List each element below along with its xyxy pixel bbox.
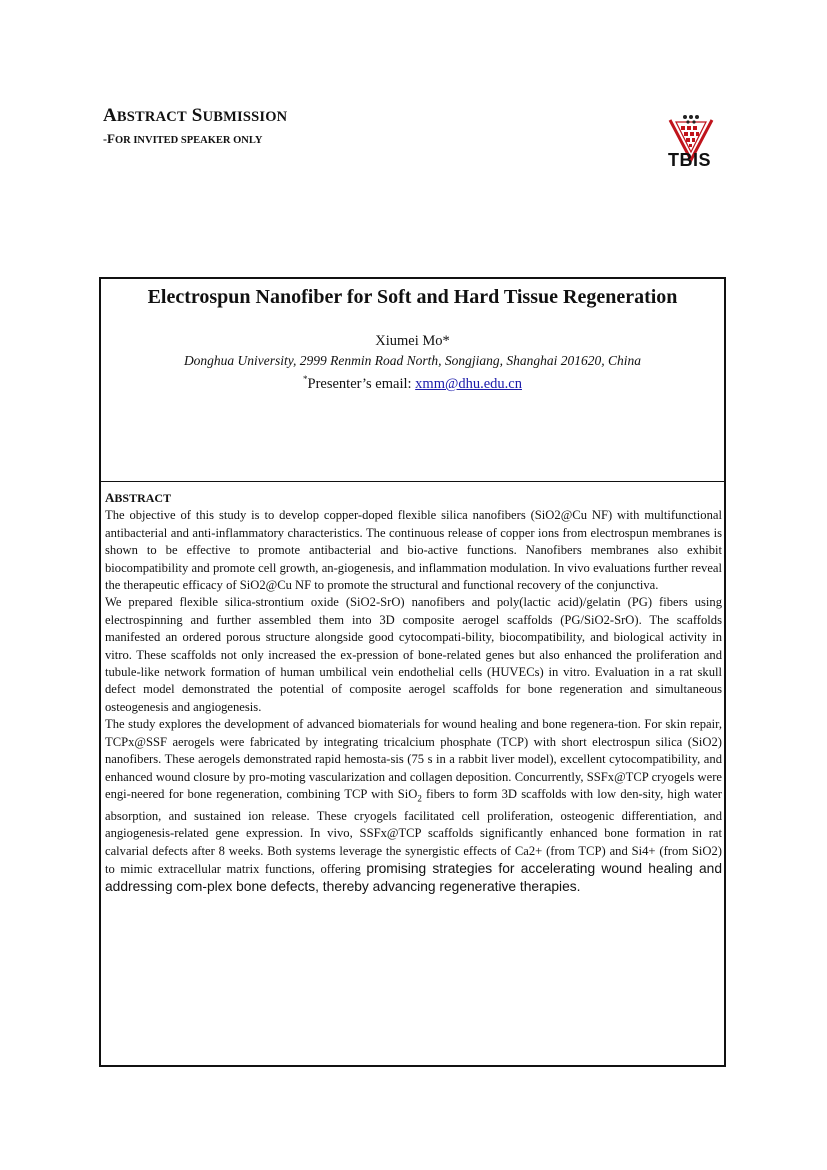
invited-speaker-subtitle: -FOR INVITED SPEAKER ONLY: [103, 131, 263, 146]
paper-title: Electrospun Nanofiber for Soft and Hard Tissue Regeneration: [147, 286, 678, 308]
email-link[interactable]: xmm@dhu.edu.cn: [415, 375, 522, 392]
abstract-submission-title: ABSTRACT SUBMISSION: [103, 105, 288, 126]
abstract-frame: [99, 277, 726, 1067]
author-name: Xiumei Mo*: [375, 333, 450, 349]
abstract-paragraph-3: The study explores the development of advanced biomaterials for wound healing and bone regenera-tion. For skin repair, TCPx@SSF aerogels were fabricated by integrating tricalcium phosphate (TCP) with short electrospun silica (SiO2) nanofibers. These aerogels demonstrated rapid hemosta-sis (75 s in a rabbit liver model), excellent cytocompatibility, and enhanced wound closure by pro-moting vascularization and collagen deposition. Concurrently, SSFx@TCP cryogels were engi-neered for bone regeneration, combining TCP with SiO$_2$ fibers to form 3D scaffolds with low den-sity, high water absorption, and sustained ion release. These cryogels facilitated cell proliferation, osteogenic differentiation, and angiogenesis-related gene expression. In vivo, SSFx@TCP scaffolds significantly enhanced bone formation in rat calvarial defects after 8 weeks. Both systems leverage the synergistic effects of Ca2+ (from TCP) and Si4+ (from SiO2) to mimic extracellular matrix functions, offering promising strategies for accelerating wound healing and addressing com-plex bone defects, thereby advancing regenerative therapies.: [105, 717, 722, 895]
abstract-body: [105, 489, 722, 897]
abstract-heading: ABSTRACT: [105, 490, 172, 505]
abstract-paragraph-2: We prepared flexible silica-strontium oxide (SiO2-SrO) nanofibers and poly(lactic acid)/gelatin (PG) fibers using electrospinning and further assembled them into 3D composite aerogel scaffolds (PG/SiO2-SrO). The scaffolds manifested an ordered porous structure alongside good cytocompati-bility, biocompatibility, and biological activity in vitro. These scaffolds not only increased the ex-pression of bone-related genes but also enhanced the proliferation and tubule-like network formation of human umbilical vein endothelial cells (HUVECs) in vitro. Evaluation in a rat skull defect model demonstrated the potential of composite aerogel scaffolds for bone regeneration and simultaneous osteogenesis and angiogenesis.: [105, 595, 722, 714]
affiliation: Donghua University, 2999 Renmin Road North, Songjiang, Shanghai 201620, China: [183, 353, 642, 368]
title-cell: [101, 279, 724, 482]
document-header: [103, 104, 287, 147]
abstract-paragraph-1: The objective of this study is to develop copper-doped flexible silica nanofibers (SiO2@Cu NF) with multifunctional antibacterial and anti-inflammatory characteristics. The continuous release of copper ions from electrospun membranes is shown to be effective to promote antibacterial and bio-active functions. Nanofibers membranes also exhibit biocompatibility and promote cell growth, an-giogenesis, and inflammation modulation. In vivo evaluations further reveal the therapeutic efficacy of SiO2@Cu NF to promote the structural and functional recovery of the conjunctiva.: [105, 508, 722, 593]
logo-text: TBIS: [668, 150, 712, 170]
presenter-email-line: *Presenter’s email: xmm@dhu.edu.cn: [303, 374, 522, 392]
